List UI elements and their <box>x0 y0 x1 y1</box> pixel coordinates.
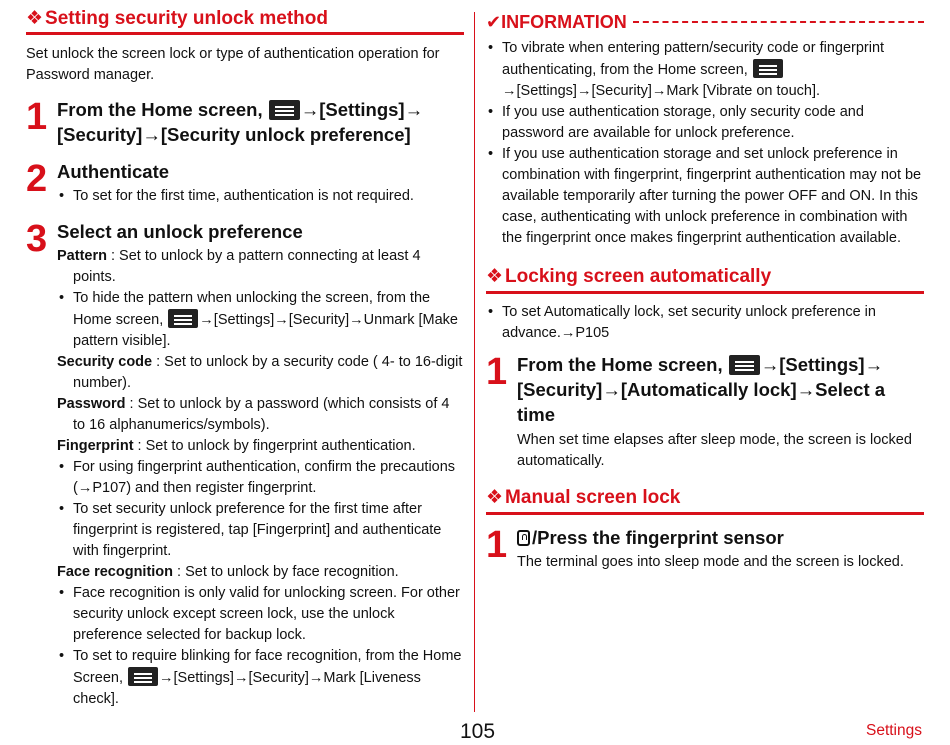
list-item: • To vibrate when entering pattern/security code or fingerprint authenticating, from the Home screen, →[Settings]→[Security]→Mark [Vibrate on touch]. <box>486 38 924 102</box>
step-heading: From the Home screen, →[Settings]→ [Security]→[Automatically lock]→Select a time <box>517 354 886 425</box>
list-item: • To set Automatically lock, set security unlock preference in advance.→P105 <box>486 302 924 344</box>
menu-key-icon <box>128 667 158 686</box>
menu-key-icon <box>269 100 300 120</box>
term-fingerprint: Fingerprint : Set to unlock by fingerprint authentication. <box>57 438 416 454</box>
list-item: • If you use authentication storage, only security code and password are available for unlock preference. <box>486 102 924 144</box>
section-title-auto-lock: ❖ Locking screen automatically <box>486 266 772 287</box>
list-item: • To set security unlock preference for the first time after fingerprint is registered, tap [Fingerprint] and authenticate with fingerprint. <box>57 499 464 562</box>
check-icon: ✔ <box>486 12 502 32</box>
section-rule <box>486 291 924 294</box>
step-1 <box>26 97 464 147</box>
auto-lock-step-1 <box>486 352 924 472</box>
term-pattern: Pattern : Set to unlock by a pattern connecting at least 4 points. <box>57 248 421 285</box>
step-number: 3 <box>26 218 48 260</box>
section-title-security-unlock: ❖ Setting security unlock method <box>26 8 328 29</box>
list-item: • To set for the first time, authentication is not required. <box>57 186 464 207</box>
list-item: • Face recognition is only valid for unlocking screen. For other security unlock except screen lock, use the unlock preference selected for backup lock. <box>57 583 464 646</box>
page-number: 105 <box>460 720 496 743</box>
dashed-rule <box>633 21 924 23</box>
step-number: 1 <box>486 351 508 393</box>
step-number: 1 <box>26 96 48 138</box>
right-column <box>486 0 924 573</box>
step-heading: From the Home screen, →[Settings]→ [Security]→[Security unlock preference] <box>57 99 424 145</box>
step-3 <box>26 219 464 710</box>
intro-text: Set unlock the screen lock or type of authentication operation for Password manager. <box>26 46 440 83</box>
menu-key-icon <box>729 355 760 375</box>
step-description: The terminal goes into sleep mode and the screen is locked. <box>517 554 904 570</box>
step-number: 1 <box>486 524 508 566</box>
power-lock-key-icon <box>517 530 530 546</box>
step-2 <box>26 159 464 207</box>
footer-section-label: Settings <box>865 722 922 739</box>
manual-lock-step-1 <box>486 525 924 573</box>
list-item: • For using fingerprint authentication, confirm the precautions (→P107) and then register fingerprint. <box>57 457 464 499</box>
diamond-mark-icon: ❖ <box>26 8 44 29</box>
menu-key-icon <box>168 309 198 328</box>
diamond-mark-icon: ❖ <box>486 266 504 287</box>
diamond-mark-icon: ❖ <box>486 487 504 508</box>
column-divider <box>474 12 475 712</box>
information-heading: ✔ INFORMATION <box>486 0 924 34</box>
section-rule <box>26 32 464 35</box>
term-password: Password : Set to unlock by a password (which consists of 4 to 16 alphanumerics/symbols). <box>57 396 450 433</box>
section-rule <box>486 512 924 515</box>
left-column <box>26 0 464 710</box>
step-heading: /Press the fingerprint sensor <box>517 525 924 550</box>
step-heading: Authenticate <box>57 161 170 182</box>
list-item: • If you use authentication storage and set unlock preference in combination with fingerprint, fingerprint authentication may not be available temporarily after turning the power OFF and ON. In this case, authenticating with unlock preference in combination with the fingerprint once makes fingerprint authentication available. <box>486 144 924 249</box>
step-heading: Select an unlock preference <box>57 221 303 242</box>
section-title-manual-lock: ❖ Manual screen lock <box>486 487 681 508</box>
step-number: 2 <box>26 158 48 200</box>
step-description: When set time elapses after sleep mode, the screen is locked automatically. <box>517 432 912 469</box>
menu-key-icon <box>753 59 783 78</box>
term-security-code: Security code : Set to unlock by a security code ( 4- to 16-digit number). <box>57 354 463 391</box>
term-face-recognition: Face recognition : Set to unlock by face recognition. <box>57 564 399 580</box>
list-item: • To hide the pattern when unlocking the screen, from the Home screen, →[Settings]→[Security]→Unmark [Make pattern visible]. <box>57 288 464 352</box>
list-item: • To set to require blinking for face recognition, from the Home Screen, →[Settings]→[Security]→Mark [Liveness check]. <box>57 646 464 710</box>
